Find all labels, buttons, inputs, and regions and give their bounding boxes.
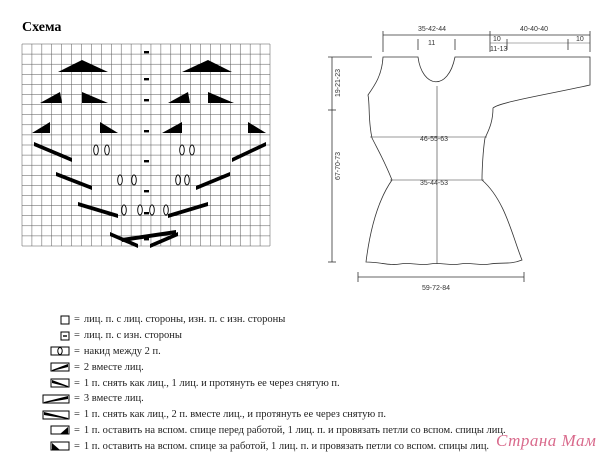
sleeve-sub-right-label: 10	[576, 36, 584, 43]
skp-icon	[50, 378, 70, 388]
sleeve-sub-left-label: 10	[493, 36, 501, 43]
legend-item: = 1 п. снять как лиц., 1 лиц. и протянуть ее через снятую п.	[40, 375, 580, 391]
cable-front-icon	[50, 425, 70, 435]
sk2p-icon	[42, 410, 70, 420]
garment-outline	[366, 57, 590, 265]
hem-label: 59-72-84	[422, 285, 451, 292]
armhole-height-label: 19-21-23	[335, 68, 342, 97]
legend-item: = накид между 2 п.	[40, 344, 580, 360]
knit-square-icon	[60, 315, 70, 325]
top-width-label: 35-42-44	[418, 26, 447, 33]
sleeve-sub-mid-label: 11-13	[490, 46, 508, 53]
legend-item: = лиц. п. с изн. стороны	[40, 328, 580, 344]
legend-item: = 1 п. оставить на вспом. спице перед работой, 1 лиц. п. и провязать петли со вспом. спицы лиц.	[40, 423, 580, 439]
k2tog-icon	[50, 362, 70, 372]
yarn-over-icon	[50, 346, 70, 356]
chart-title: Схема	[22, 20, 62, 35]
total-height-label: 67-70-73	[335, 151, 342, 180]
legend-item: = 2 вместе лиц.	[40, 359, 580, 375]
chest-label: 46-55-63	[420, 136, 449, 143]
legend-item: = 3 вместе лиц.	[40, 391, 580, 407]
purl-square-icon	[60, 331, 70, 341]
k3tog-icon	[42, 394, 70, 404]
cable-back-icon	[50, 441, 70, 451]
sleeve-width-label: 40-40-40	[520, 26, 549, 33]
waist-label: 35-44-53	[420, 180, 449, 187]
neck-cells-label: 11	[428, 40, 436, 47]
legend-item: = лиц. п. с лиц. стороны, изн. п. с изн. стороны	[40, 312, 580, 328]
watermark-logo: Страна Мам	[496, 431, 597, 450]
legend-item: = 1 п. снять как лиц., 2 п. вместе лиц., и протянуть ее через снятую п.	[40, 407, 580, 423]
legend-item: = 1 п. оставить на вспом. спице за работой, 1 лиц. п. и провязать петли со вспом. спицы лиц.	[40, 438, 580, 454]
